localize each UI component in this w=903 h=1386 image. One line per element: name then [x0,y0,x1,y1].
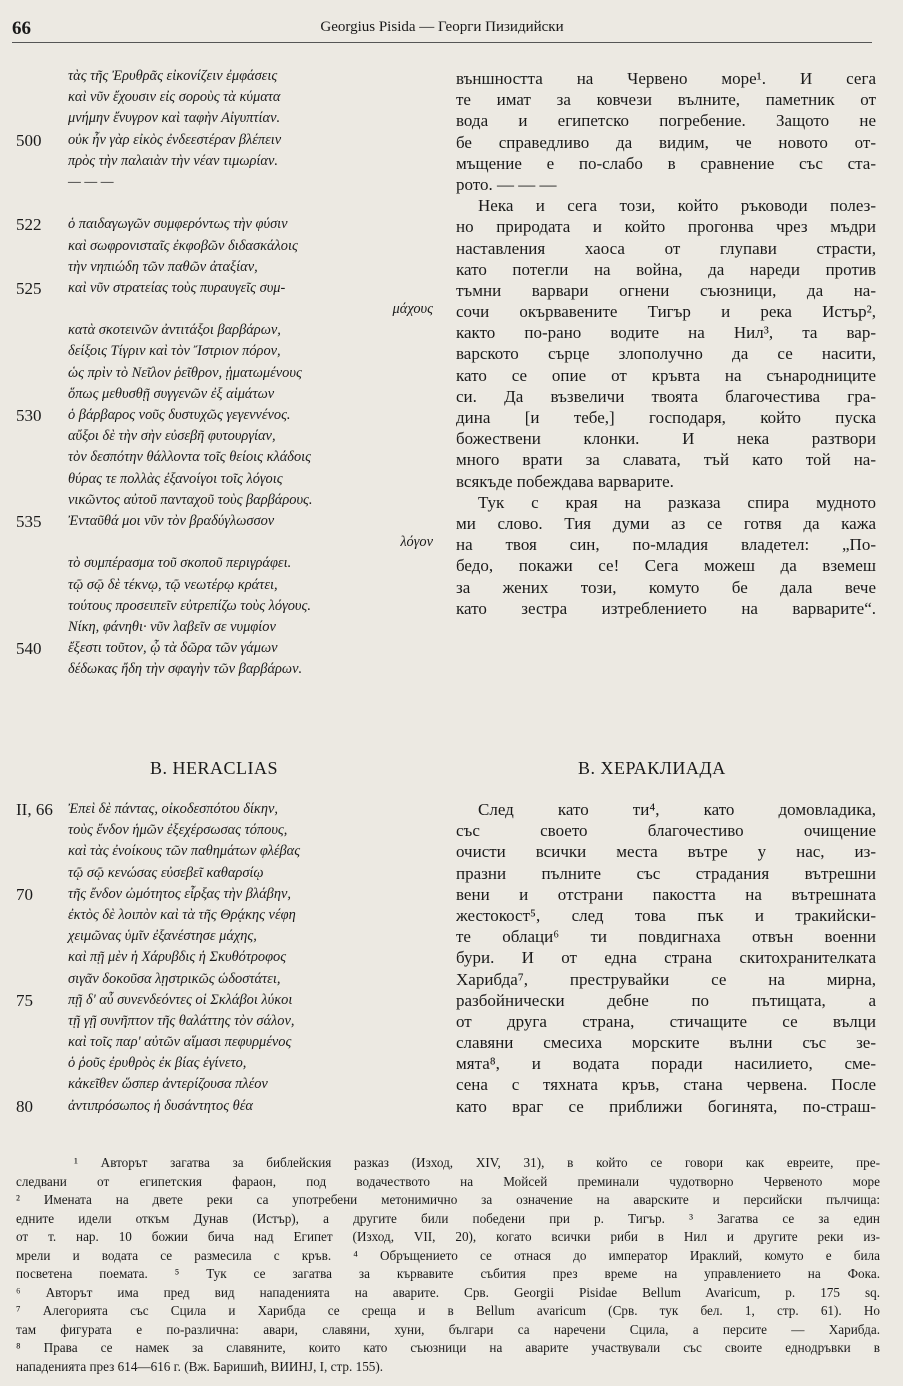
greek-verse-line [16,87,441,108]
footnote-line: ⁸ Права се намек за славяните, които като съюзници на аварите участвували със своите еднодръвки в [16,1340,880,1355]
greek-verse-line [16,172,441,193]
greek-text: πρὸς τὴν παλαιὰν τὴν νέαν τιμωρίαν. [68,152,278,169]
greek-verse-line [16,299,441,320]
running-head: Georgius Pisida — Георги Пизидийски [320,19,564,35]
bulgarian-text-line: мята⁸, и водата поради насилието, сме- [456,1054,876,1074]
bulgarian-text-line: като враг се приближи богинята, по-страш- [456,1096,876,1116]
bulgarian-text-line: като зестра изтреблението на варварите“. [456,598,876,618]
greek-text: τῆς ἔνδον ὠμότητος εἶρξας τὴν βλάβην, [68,885,291,902]
bulgarian-section-heading: B. ХЕРАКЛИАДА [578,758,726,778]
bulgarian-text-line: Нека и сега този, който ръководи полез- [478,196,876,216]
greek-text: ἐκτὸς δὲ λοιπὸν καὶ τὰ τῆς Θρᾴκης νέφη [68,906,296,923]
greek-verse-line [16,490,441,511]
bulgarian-text-line: Тук с края на разказа спира мудното [478,492,876,512]
greek-verse-line [16,1011,441,1032]
greek-verse-line [16,841,441,862]
footnote-line: нападенията през 614—616 г. (Вж. Баришић, ВИИНЈ, I, стр. 155). [16,1358,384,1374]
greek-text: ὡς πρὶν τὸ Νεῖλον ῥεῖθρον, ᾑματωμένους [68,364,302,381]
greek-verse-line [16,905,441,926]
line-number: 535 [16,511,42,531]
bulgarian-column-a [456,68,876,619]
greek-text: ὁ ῥοῦς ἐρυθρὸς ἐκ βίας ἐγίνετο, [68,1055,247,1072]
footnote-line: едните идели откъм Дунав (Истър), а другите били победени при р. Тигър. ³ Загатва се за един [16,1210,880,1226]
footnote-line: там фигурата е по-различна: авари, славяни, хуни, българи са наречени Сцила, а персите — Харибда. [16,1321,880,1337]
footnote-line: от т. нар. 10 божии бича над Египет (Изход, VII, 20), когато всички риби в Нил и другите реки из- [16,1229,880,1244]
greek-verse-line [16,659,441,680]
greek-verse-line [16,799,441,820]
greek-text: οὐκ ἦν γὰρ εἰκὸς ἐνδεεστέραν βλέπειν [68,131,282,148]
greek-verse-line [16,257,441,278]
page-number: 66 [12,18,31,39]
line-number: 500 [16,130,42,150]
bulgarian-text-line: със своето благочестиво очищение [456,821,876,841]
greek-text: — — — [68,173,114,190]
greek-text: δέδωκας ἤδη τὴν σφαγὴν τῶν βαρβάρων. [68,661,303,678]
greek-verse-line [16,341,441,362]
greek-text: καὶ νῦν ἔχουσιν εἰς σοροὺς τὰ κύματα [68,89,281,106]
greek-text: ὁ βάρβαρος νοῦς δυστυχῶς γεγεννένος. [68,407,291,423]
bulgarian-text-line: очисти всички места вътре у нас, из- [456,842,876,862]
greek-verse-line [16,511,441,532]
bulgarian-text-line: но природата и който прогонва чрез мъдри [456,217,876,237]
greek-text: θύρας τε πολλὰς ἐξανοίγοι τοῖς λόγοις [68,470,283,487]
greek-section-heading: B. HERACLIAS [150,758,279,778]
greek-text: καὶ τοῖς παρ' αὐτῶν αἵμασι πεφυρμένος [68,1034,292,1051]
greek-verse-line [16,363,441,384]
greek-verse-line [16,863,441,884]
greek-text: τῷ σῷ κενώσας εὐσεβεῖ καθαρσίῳ [68,864,264,881]
greek-verse-line [16,1053,441,1074]
footnote-line: ¹ Авторът загатва за библейския разказ (Изход, XIV, 31), в който се говори как евреите, пре- [74,1155,880,1170]
greek-text: καὶ νῦν στρατείας τοὺς πυραυγεῖς συμ- [68,279,286,296]
bulgarian-text-line: на твоя син, по-младия владетел: „По- [456,535,876,555]
bulgarian-text-line: много врати за славата, тъй като той на- [456,450,876,470]
greek-verse-line [16,405,441,426]
bulgarian-text-line: празни пълните със страдания вътрешни [456,863,876,883]
greek-column-b [16,799,441,1117]
bulgarian-text-line: жестокост⁵, след това пък и тракийски- [456,905,876,925]
bulgarian-text-line: варското сърце злополучно да се насити, [456,344,876,364]
greek-text: πῇ δ' αὖ συνενδεόντες οἱ Σκλάβοι λύκοι [68,991,293,1008]
greek-verse-line [16,236,441,257]
greek-verse-line [16,532,441,553]
footnotes [16,1154,880,1376]
greek-column-a [16,66,441,680]
line-number: 540 [16,639,42,659]
bulgarian-text-line: вени и отстрани пакостта на вътрешната [456,884,876,904]
greek-text: τὴν νηπιώδη τῶν παθῶν ἀταξίαν, [68,258,258,275]
bulgarian-text-line: дина [и тебе,] господаря, който пуска [456,408,876,427]
bulgarian-text-line: разбойнически дебне по пътищата, а [456,990,876,1010]
greek-verse-line [16,1096,441,1117]
greek-text: μάχους [392,301,433,318]
footnote-line: посветена поемата. ⁵ Тук се загатва за кървавите събития през време на управлението на Фока. [16,1266,880,1281]
greek-verse-line [16,1032,441,1053]
line-number: 530 [16,406,42,425]
greek-text: τὸ συμπέρασμα τοῦ σκοποῦ περιγράφει. [68,555,292,572]
bulgarian-text-line: сочи окървавените Тигър и река Истър², [456,302,876,322]
greek-text: ὅπως μεθυσθῇ συγγενῶν ἐξ αἱμάτων [68,385,275,402]
greek-verse-line [16,926,441,947]
line-number: 75 [16,990,33,1010]
bulgarian-text-line: всякъде побеждава варварите. [456,471,674,491]
greek-verse-line [16,575,441,596]
bulgarian-text-line: бедо, покажи се! Сега можеш да вземеш [456,556,876,576]
bulgarian-text-line: тъмни варвари огнени съюзници, да на- [456,280,876,300]
line-number: 70 [16,884,33,904]
bulgarian-text-line: вода и египетско погребение. Защото не [456,111,876,131]
greek-verse-line [16,151,441,172]
greek-text: τούτους προσειπεῖν εὐτρεπίζω τοὺς λόγους. [68,597,311,614]
greek-verse-line [16,108,441,129]
greek-verse-line [16,596,441,617]
greek-text: τῷ σῷ δὲ τέκνῳ, τῷ νεωτέρῳ κράτει, [68,576,278,593]
footnote-line: ⁶ Авторът има пред вид нападенията на аварите. Срв. Georgii Pisidae Bellum Avaricum, p. 175 sq. [16,1284,880,1300]
greek-text: νικῶντος αὐτοῦ πανταχοῦ τοὺς βαρβάρους. [68,491,313,508]
bulgarian-text-line: славяни смесиха морските вълни със зе- [456,1033,876,1053]
greek-verse-line [16,638,441,659]
header-rule [12,42,872,43]
bulgarian-text-line: от друга страна, стичащите се вълци [456,1011,876,1031]
greek-text: αὔξοι δὲ τὴν σὴν εὐσεβῆ φυτουργίαν, [68,428,276,445]
greek-text: μνήμην ἔνυγρον καὶ ταφὴν Αἰγυπτίαν. [68,110,281,127]
greek-text: δείξοις Τίγριν καὶ τὸν Ἴστριον πόρον, [68,343,281,360]
bulgarian-text-line: те имат за ковчези вълните, паметник от [456,90,876,110]
page-header [12,16,872,46]
greek-verse-line [16,990,441,1011]
greek-text: λόγον [400,534,433,551]
greek-text: Νίκη, φάνηθι· νῦν λαβεῖν σε νυμφίον [68,618,276,635]
greek-verse-line [16,820,441,841]
greek-verse-line [16,193,441,214]
bulgarian-text-line: като потегли на война, да нареди против [456,259,876,279]
greek-verse-line [16,426,441,447]
greek-text: τῇ γῇ συνῆπτον τῆς θαλάττης τὸν σάλον, [68,1012,295,1029]
greek-verse-line [16,553,441,574]
greek-text: τοὺς ἔνδον ἡμῶν ἐξεχέρσωσας τόπους, [68,822,288,839]
greek-verse-line [16,384,441,405]
greek-verse-line [16,884,441,905]
greek-text: τὸν δεσπότην θάλλοντα τοῖς θείοις κλάδοις [68,449,312,466]
greek-verse-line [16,617,441,638]
greek-text: κἀκεῖθεν ὥσπερ ἀντερίζουσα πλέον [68,1076,268,1093]
line-number: 522 [16,215,42,235]
bulgarian-text-line: бе справедливо да видим, че новото от- [456,132,876,152]
greek-verse-line [16,1074,441,1095]
greek-text: ἀντιπρόσωπος ἡ δυσάντητος θέα [68,1097,253,1114]
greek-verse-line [16,130,441,151]
bulgarian-text-line: ми слово. Тия думи аз се готвя да кажа [456,513,876,533]
bulgarian-text-line: рото. — — — [456,174,557,194]
greek-text: Ἐνταῦθά μοι νῦν τὸν βραδύγλωσσον [68,512,275,529]
greek-text: ἔξεστι τοῦτον, ᾧ τὰ δῶρα τῶν γάμων [68,640,278,657]
greek-text: Ἐπεὶ δὲ πάντας, οἰκοδεσπότου δίκην, [68,801,278,817]
greek-verse-line [16,447,441,468]
greek-verse-line [16,947,441,968]
greek-text: τὰς τῆς Ἐρυθρᾶς εἰκονίζειν ἐμφάσεις [68,68,278,84]
bulgarian-text-line: те облаци⁶ ти повдигнаха отвън военни [456,927,876,947]
footnote-line: мрели и водата се размесила с кръв. ⁴ Обръщението се отнася до император Ираклий, комуто е била [16,1247,880,1263]
greek-text: χειμῶνας ὑμῖν ἐξανέστησε μάχης, [68,928,257,945]
greek-text: καὶ τὰς ἐνοίκους τῶν παθημάτων φλέβας [68,843,301,860]
footnote-line: ² Имената на двете реки са употребени метонимично за означение на аварските и персийски пълчища: [16,1192,880,1207]
greek-verse-line [16,469,441,490]
bulgarian-text-line: сена с тяхната кръв, стана червена. После [456,1075,876,1095]
bulgarian-text-line: Харибда⁷, преструвайки се на мирна, [456,969,876,989]
bulgarian-text-line: бури. И от една страна скитохранителката [456,948,876,968]
bulgarian-text-line: външността на Червено море¹. И сега [456,69,876,88]
greek-text: κατὰ σκοτεινῶν ἀντιτάξοι βαρβάρων, [68,322,281,339]
bulgarian-text-line: мъщение е по-слабо в сравнение със ста- [456,153,876,173]
line-number: 80 [16,1096,33,1116]
greek-verse-line [16,66,441,87]
line-number: II, 66 [16,800,53,819]
bulgarian-text-line: наставления хаоса от глупави страсти, [456,238,876,258]
bulgarian-text-line: божествени клонки. И нека разтвори [456,429,876,449]
greek-verse-line [16,278,441,299]
line-number: 525 [16,278,42,298]
bulgarian-text-line: След като ти⁴, като домовладика, [478,800,876,819]
greek-text: καὶ πῇ μὲν ἡ Χάρυβδις ἡ Σκυθότροφος [68,949,287,966]
bulgarian-text-line: както по-рано водите на Нил³, та вар- [456,323,876,343]
greek-verse-line [16,320,441,341]
greek-text: καὶ σωφρονισταῖς ἐκφοβῶν διδασκάλοις [68,237,298,254]
greek-verse-line [16,214,441,235]
footnote-line: ⁷ Алегорията със Сцила и Харибда се среща и в Bellum avaricum (Срв. тук бел. 1, стр. 61). Но [16,1303,880,1318]
bulgarian-text-line: за жених този, комуто бе дала вече [456,577,876,597]
footnote-line: следвани от египетския фараон, под водачеството на Мойсей преминали чудотворно Червеното море [16,1173,880,1189]
greek-text: σιγᾶν δοκοῦσα λῃστρικῶς ὡδοστάτει, [68,970,281,987]
bulgarian-text-line: си. Да възвеличи твоята благочестива гра- [456,386,876,406]
bulgarian-column-b [456,799,876,1117]
greek-text: ὁ παιδαγωγῶν συμφερόντως τὴν φύσιν [68,216,288,233]
bulgarian-text-line: като се опие от кръвта на сънародниците [456,365,876,385]
greek-verse-line [16,969,441,990]
